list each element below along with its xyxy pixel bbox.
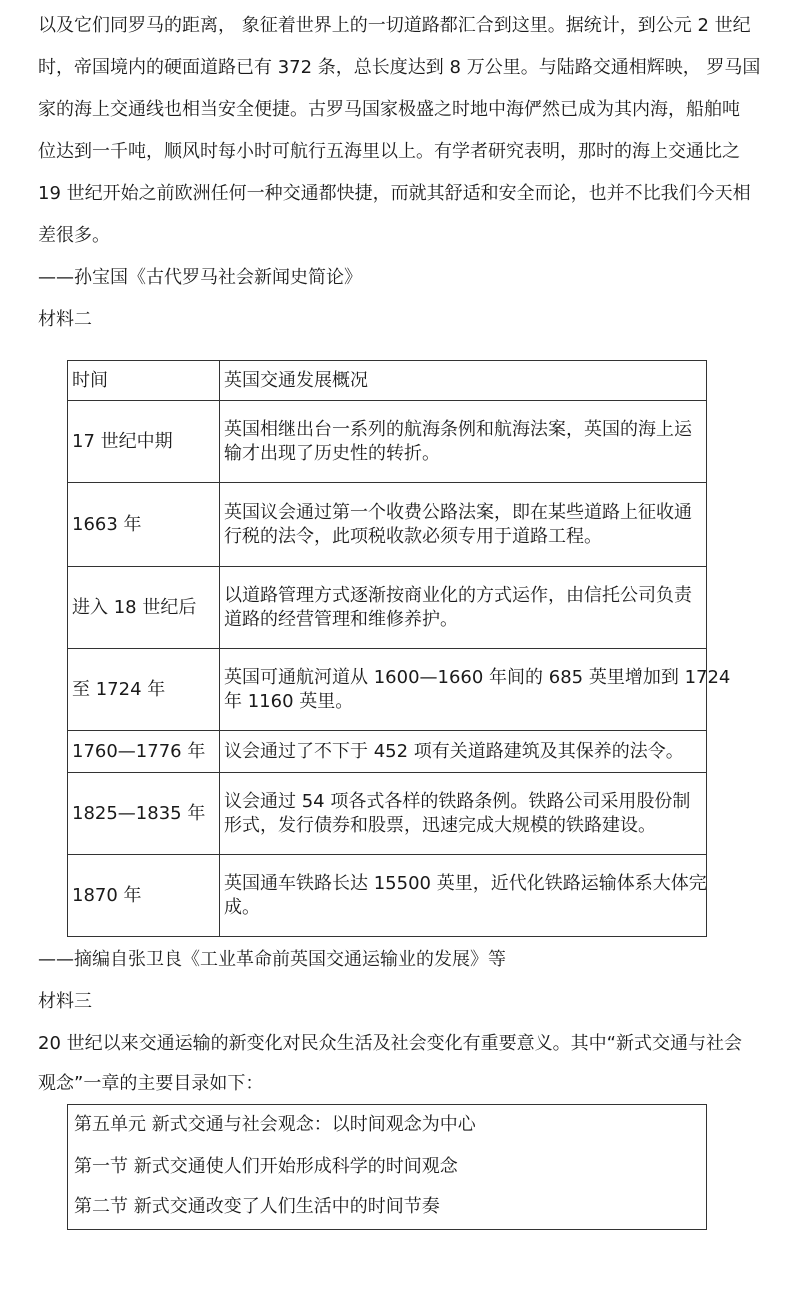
material1-source: ——孙宝国《古代罗马社会新闻史简论》 bbox=[38, 267, 362, 288]
row-time: 1663 年 bbox=[68, 483, 220, 567]
row-time: 1870 年 bbox=[68, 855, 220, 937]
table-row bbox=[68, 401, 707, 483]
toc-entry: 第五单元 新式交通与社会观念：以时间观念为中心 bbox=[74, 1114, 476, 1135]
material2-source: ——摘编自张卫良《工业革命前英国交通运输业的发展》等 bbox=[38, 949, 506, 970]
paragraph-line: 位达到一千吨，顺风时每小时可航行五海里以上。有学者研究表明，那时的海上交通比之 bbox=[38, 141, 740, 162]
row-time: 进入 18 世纪后 bbox=[68, 567, 220, 649]
row-time: 17 世纪中期 bbox=[68, 401, 220, 483]
material3-line: 观念”一章的主要目录如下： bbox=[38, 1073, 264, 1094]
row-desc: 英国可通航河道从 1600—1660 年间的 685 英里增加到 1724 年 1160 英里。 bbox=[220, 649, 707, 731]
material3-heading: 材料三 bbox=[38, 991, 92, 1012]
table-header-row bbox=[68, 361, 707, 401]
row-time: 1760—1776 年 bbox=[68, 731, 220, 773]
table-row bbox=[68, 483, 707, 567]
row-desc: 议会通过 54 项各式各样的铁路条例。铁路公司采用股份制 形式，发行债券和股票，迅速完成大规模的铁路建设。 bbox=[220, 773, 707, 855]
header-time: 时间 bbox=[68, 361, 220, 401]
row-time: 至 1724 年 bbox=[68, 649, 220, 731]
row-desc: 英国相继出台一系列的航海条例和航海法案，英国的海上运 输才出现了历史性的转折。 bbox=[220, 401, 707, 483]
table-row bbox=[68, 731, 707, 773]
header-overview: 英国交通发展概况 bbox=[220, 361, 707, 401]
table-row bbox=[68, 567, 707, 649]
row-desc: 议会通过了不下于 452 项有关道路建筑及其保养的法令。 bbox=[220, 731, 707, 773]
paragraph-line: 以及它们同罗马的距离， 象征着世界上的一切道路都汇合到这里。据统计，到公元 2 世纪 bbox=[38, 15, 751, 36]
row-desc: 以道路管理方式逐渐按商业化的方式运作，由信托公司负责 道路的经营管理和维修养护。 bbox=[220, 567, 707, 649]
row-desc: 英国议会通过第一个收费公路法案，即在某些道路上征收通 行税的法令，此项税收款必须专用于道路工程。 bbox=[220, 483, 707, 567]
paragraph-line: 家的海上交通线也相当安全便捷。古罗马国家极盛之时地中海俨然已成为其内海，船舶吨 bbox=[38, 99, 740, 120]
toc-entry: 第二节 新式交通改变了人们生活中的时间节奏 bbox=[74, 1196, 440, 1217]
table-row bbox=[68, 773, 707, 855]
transport-development-table bbox=[67, 360, 731, 937]
toc-entry: 第一节 新式交通使人们开始形成科学的时间观念 bbox=[74, 1156, 458, 1177]
table-row bbox=[68, 649, 707, 731]
paragraph-line: 19 世纪开始之前欧洲任何一种交通都快捷，而就其舒适和安全而论，也并不比我们今天相 bbox=[38, 183, 751, 204]
row-time: 1825—1835 年 bbox=[68, 773, 220, 855]
material2-heading: 材料二 bbox=[38, 309, 92, 330]
table-row bbox=[68, 855, 707, 937]
row-desc: 英国通车铁路长达 15500 英里，近代化铁路运输体系大体完 成。 bbox=[220, 855, 707, 937]
paragraph-line: 时，帝国境内的硬面道路已有 372 条，总长度达到 8 万公里。与陆路交通相辉映， 罗马国 bbox=[38, 57, 761, 78]
table-of-contents-box bbox=[67, 1104, 707, 1230]
paragraph-line: 差很多。 bbox=[38, 225, 110, 246]
material3-line: 20 世纪以来交通运输的新变化对民众生活及社会变化有重要意义。其中“新式交通与社会 bbox=[38, 1033, 742, 1054]
